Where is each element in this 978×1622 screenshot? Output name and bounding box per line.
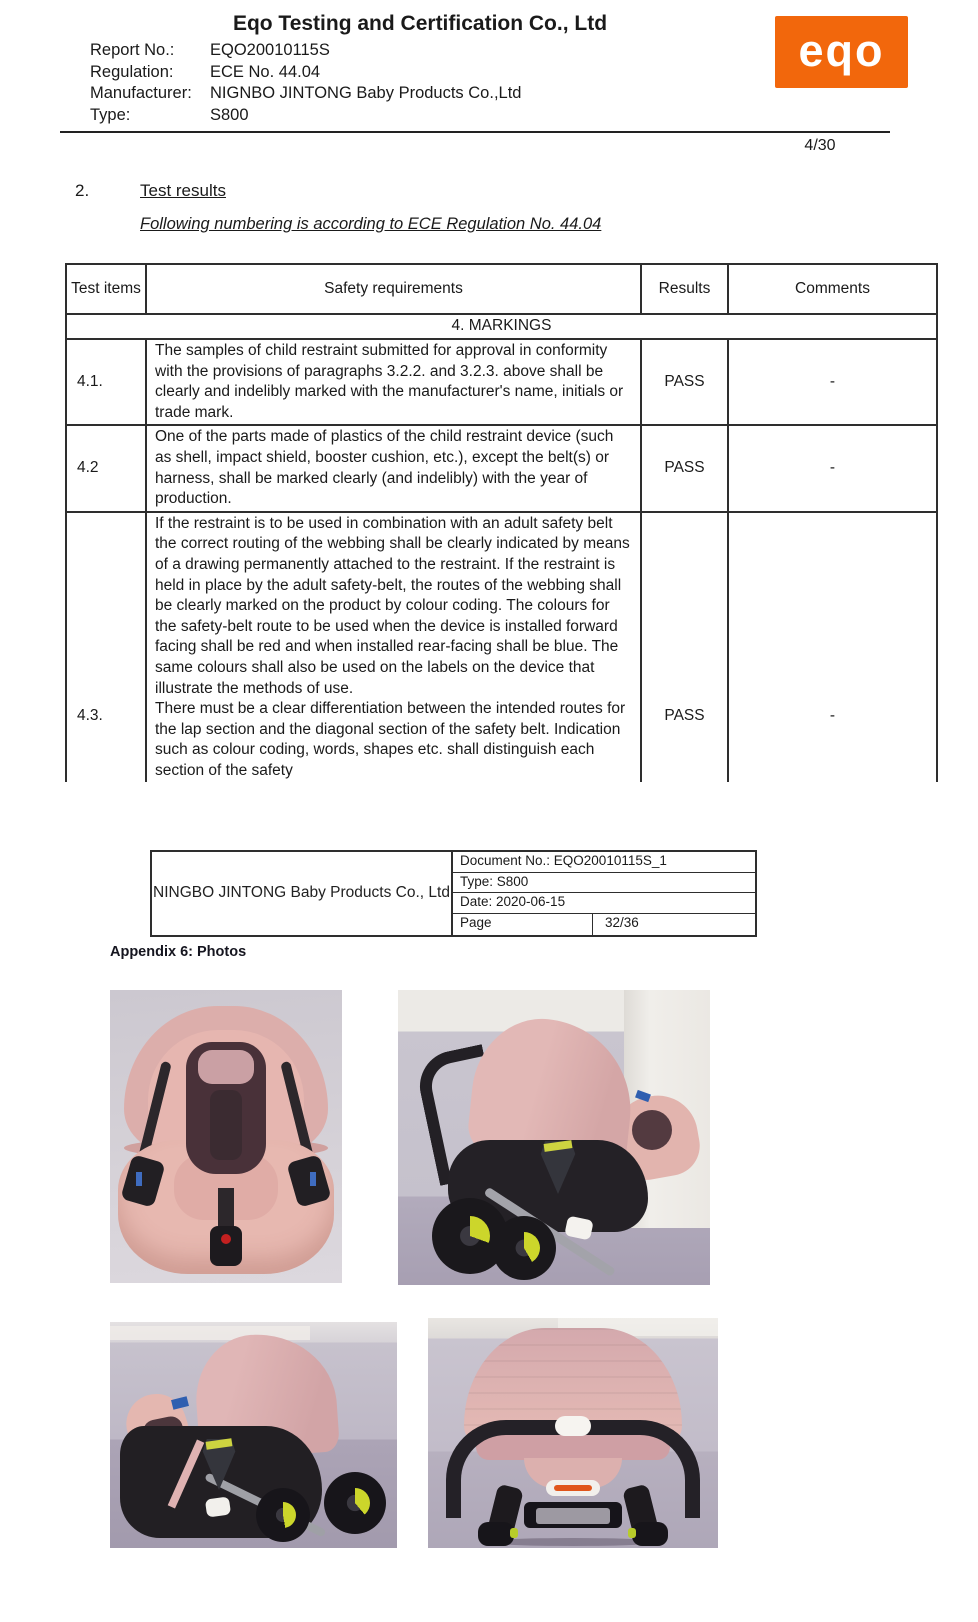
insert-pillow xyxy=(198,1050,254,1084)
header-field-manufacturer xyxy=(90,84,521,106)
company-name: NINGBO JINTONG Baby Products Co., Ltd xyxy=(152,852,453,935)
table-row xyxy=(66,512,937,783)
test-results-table xyxy=(65,263,938,782)
belt-clip xyxy=(564,1216,594,1241)
headrest-pad xyxy=(632,1110,672,1150)
wheel-accent xyxy=(628,1528,636,1538)
document-no: Document No.: EQO20010115S_1 xyxy=(453,852,755,873)
test-item-number: 4.3. xyxy=(66,512,146,783)
col-header-safety-requirements: Safety requirements xyxy=(146,264,641,314)
page-value: 32/36 xyxy=(605,914,639,930)
section-number: 2. xyxy=(75,181,90,200)
appendix-title: Appendix 6: Photos xyxy=(110,944,247,960)
photo-stroller-front-view xyxy=(428,1318,718,1548)
requirement-paragraph-2: There must be a clear differentiation between the intended routes for the lap section and the diagonal section of the safety belt. Indication such as colour coding, words, shapes etc. shall distinguish each section of the safety xyxy=(155,700,626,779)
wheel-accent xyxy=(510,1528,518,1538)
wheel-left xyxy=(478,1522,514,1546)
buckle-button xyxy=(221,1234,231,1244)
page-number: 4/30 xyxy=(804,137,836,154)
insert-strip xyxy=(210,1090,242,1160)
col-header-results: Results xyxy=(641,264,728,314)
field-value: ECE No. 44.04 xyxy=(210,62,321,81)
harness-buckle xyxy=(210,1226,242,1266)
field-value: NIGNBO JINTONG Baby Products Co.,Ltd xyxy=(210,84,522,102)
photo-stroller-side-view-2 xyxy=(110,1322,397,1548)
col-header-comments: Comments xyxy=(728,264,937,314)
wheel-accent xyxy=(450,1216,490,1256)
document-page-row xyxy=(453,914,755,935)
header-field-regulation xyxy=(90,63,521,85)
field-label: Report No.: xyxy=(90,41,175,59)
group-header-row xyxy=(66,314,937,339)
eqo-logo-text: eqo xyxy=(798,24,885,76)
field-label: Regulation: xyxy=(90,62,174,81)
requirement-text: One of the parts made of plastics of the child restraint device (such as shell, impact shield, booster cushion, etc.), except the belt(s) or harness, shall be marked clearly (and indelibly) with the year of production. xyxy=(146,425,641,511)
group-header-markings: 4. MARKINGS xyxy=(66,314,937,339)
document-date: Date: 2020-06-15 xyxy=(453,893,755,914)
field-value: EQO20010115S xyxy=(210,41,330,59)
table-row xyxy=(66,425,937,511)
result-value: PASS xyxy=(641,339,728,425)
page-label: Page xyxy=(453,914,593,935)
header-divider xyxy=(60,131,890,133)
table-header-row xyxy=(66,264,937,314)
wheel-accent xyxy=(340,1488,370,1518)
photo-stroller-side-view xyxy=(398,990,710,1285)
comment-value: - xyxy=(728,339,937,425)
result-value: PASS xyxy=(641,425,728,511)
document-type: Type: S800 xyxy=(453,873,755,894)
table-row xyxy=(66,339,937,425)
col-header-test-items: Test items xyxy=(66,264,146,314)
requirement-text: The samples of child restraint submitted for approval in conformity with the provisions of paragraphs 3.2.2. and 3.2.3. above shall be clearly and indelibly marked with the manufacturer's name, initials or trade mark. xyxy=(146,339,641,425)
test-item-number: 4.2 xyxy=(66,425,146,511)
header-field-report-no xyxy=(90,41,521,63)
document-info-table xyxy=(150,850,757,937)
header-field-type xyxy=(90,106,521,128)
comment-value: - xyxy=(728,425,937,511)
header-fields xyxy=(90,41,521,127)
comment-value: - xyxy=(728,512,937,783)
clamp-accent-left xyxy=(136,1172,142,1186)
test-item-number: 4.1. xyxy=(66,339,146,425)
clamp-accent-right xyxy=(310,1172,316,1186)
field-label: Type: xyxy=(90,105,131,124)
eqo-logo xyxy=(775,16,908,88)
wheel-accent xyxy=(270,1502,296,1528)
wheel-accent xyxy=(508,1232,540,1264)
field-value: S800 xyxy=(210,105,249,124)
field-label: Manufacturer: xyxy=(90,84,192,102)
document-info-rows xyxy=(453,852,755,935)
photo-seat-front-top-view xyxy=(110,990,342,1283)
wheel-right xyxy=(632,1522,668,1546)
section-title: Test results xyxy=(140,181,226,200)
page-title: Eqo Testing and Certification Co., Ltd xyxy=(232,12,608,35)
result-value: PASS xyxy=(641,512,728,783)
belt-clip xyxy=(205,1496,231,1517)
section-note: Following numbering is according to ECE Regulation No. 44.04 xyxy=(140,215,602,233)
requirement-paragraph-1: If the restraint is to be used in combination with an adult safety belt the correct routing of the webbing shall be clearly indicated by means of a drawing permanently attached to the restraint. If the restraint is held in place by the adult safety-belt, the routes of the webbing shall be clearly marked on the product by colour coding. The colours for the safety-belt route to be used when the device is installed forward facing shall be red and when installed rear-facing shall be blue. The same colours shall also be used on the labels on the device that illustrate the methods of use. xyxy=(155,514,630,697)
buckle-accent xyxy=(171,1396,189,1410)
handle-button xyxy=(555,1416,591,1436)
requirement-text xyxy=(146,512,641,783)
